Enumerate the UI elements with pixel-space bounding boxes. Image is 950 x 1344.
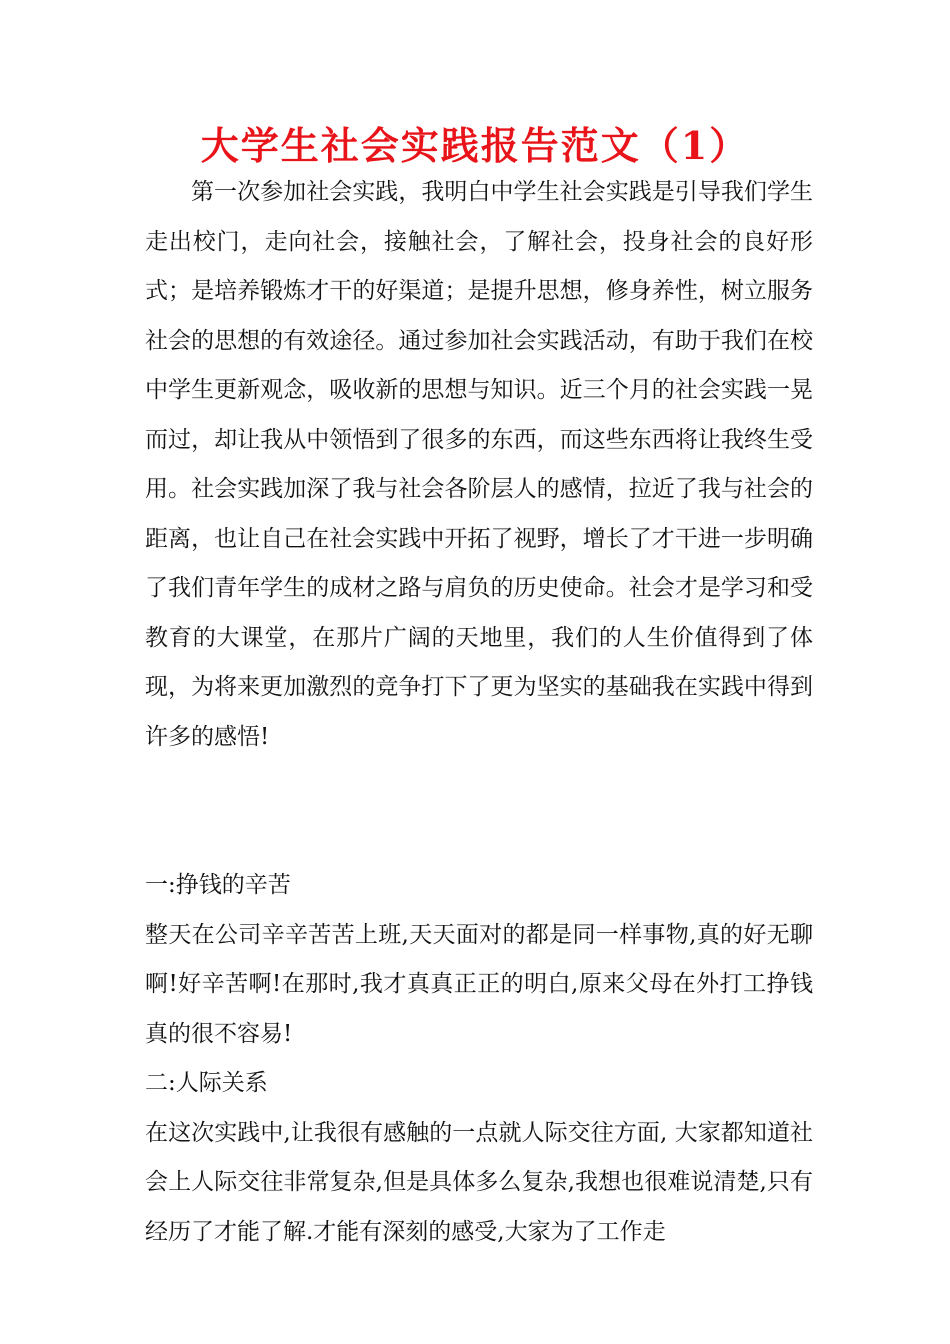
section-heading-1: 一:挣钱的辛苦 [145, 872, 291, 898]
document-title: 大学生社会实践报告范文（1） [200, 123, 750, 168]
document-body [145, 168, 813, 1257]
section-paragraph-1: 整天在公司辛辛苦苦上班,天天面对的都是同一样事物,真的好无聊啊!好辛苦啊!在那时,我才真真正正的明白,原来父母在外打工挣钱真的很不容易! [145, 921, 813, 1047]
section-heading-2: 二:人际关系 [145, 1070, 268, 1096]
section-paragraph-2: 在这次实践中,让我很有感触的一点就人际交往方面, 大家都知道社会上人际交往非常复杂,但是具体多么复杂,我想也很难说清楚,只有经历了才能了解.才能有深刻的感受,大家为了工作走 [145, 1119, 813, 1245]
paragraph-spacer [145, 762, 813, 861]
intro-paragraph: 第一次参加社会实践，我明白中学生社会实践是引导我们学生走出校门，走向社会，接触社会，了解社会，投身社会的良好形式；是培养锻炼才干的好渠道；是提升思想，修身养性，树立服务社会的思想的有效途径。通过参加社会实践活动，有助于我们在校中学生更新观念，吸收新的思想与知识。近三个月的社会实践一晃而过，却让我从中领悟到了很多的东西，而这些东西将让我终生受用。社会实践加深了我与社会各阶层人的感情，拉近了我与社会的距离，也让自己在社会实践中开拓了视野，增长了才干进一步明确了我们青年学生的成材之路与肩负的历史使命。社会才是学习和受教育的大课堂，在那片广阔的天地里，我们的人生价值得到了体现，为将来更加激烈的竞争打下了更为坚实的基础我在实践中得到许多的感悟! [145, 179, 813, 750]
